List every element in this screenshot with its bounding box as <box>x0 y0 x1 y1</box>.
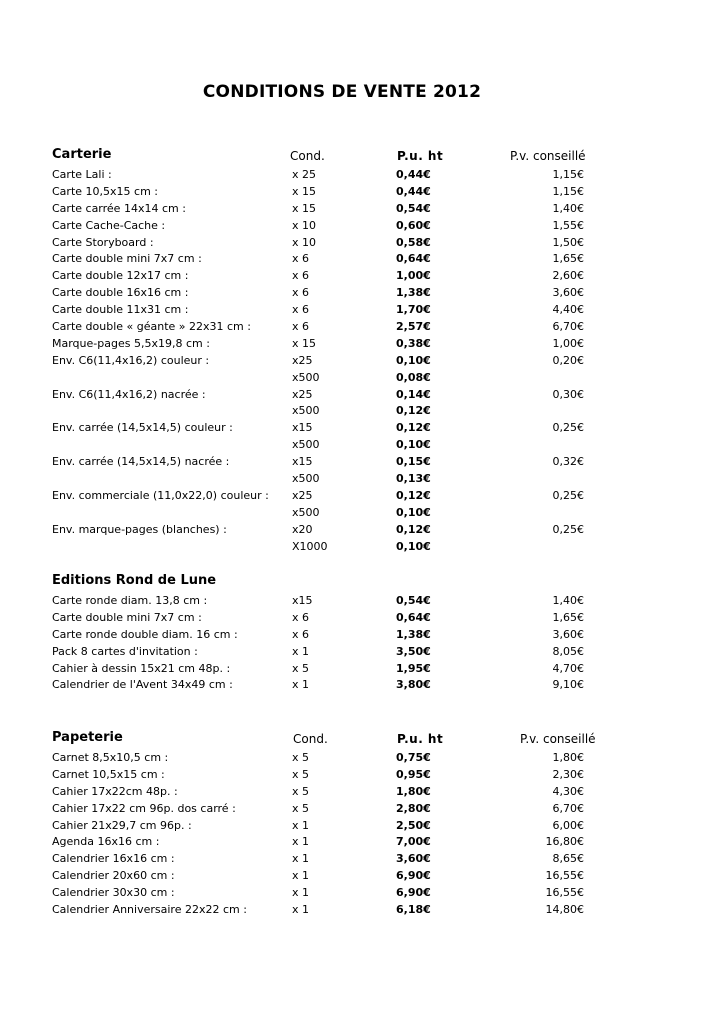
price-list <box>52 593 612 694</box>
unit-price: 7,00€ <box>396 835 431 849</box>
conditioning: x25 <box>292 387 313 401</box>
unit-price: 0,10€ <box>396 539 431 553</box>
retail-price: 3,60€ <box>552 627 584 641</box>
retail-price: 1,80€ <box>552 751 584 764</box>
product-name: Carte Cache-Cache : <box>52 218 166 232</box>
unit-price: 6,18€ <box>396 903 431 917</box>
section-papeterie <box>52 730 612 919</box>
retail-price: 2,30€ <box>552 767 584 781</box>
unit-price: 1,00€ <box>396 269 431 283</box>
table-row <box>52 336 612 353</box>
table-row <box>52 387 612 404</box>
retail-price: 14,80€ <box>545 903 584 917</box>
table-row <box>52 201 612 218</box>
conditioning: x 15 <box>292 201 317 215</box>
retail-price: 1,55€ <box>552 218 584 232</box>
product-name: Carte double « géante » 22x31 cm : <box>52 320 251 334</box>
product-name: Env. marque-pages (blanches) : <box>52 522 227 536</box>
table-row <box>52 801 612 818</box>
product-name: Cahier 17x22 cm 96p. dos carré : <box>52 801 236 815</box>
table-row <box>52 302 612 319</box>
table-row <box>52 851 612 868</box>
retail-price: 6,00€ <box>552 818 584 832</box>
product-name: Cahier 21x29,7 cm 96p. : <box>52 818 192 832</box>
table-row <box>52 437 612 454</box>
unit-price: 3,60€ <box>396 852 431 866</box>
conditioning: x 15 <box>292 184 317 198</box>
conditioning: x15 <box>292 455 313 469</box>
table-row <box>52 488 612 505</box>
unit-price: 1,95€ <box>396 661 431 675</box>
table-row <box>52 353 612 370</box>
conditioning: x 1 <box>292 835 310 849</box>
table-row <box>52 902 612 919</box>
conditioning: x25 <box>292 488 313 502</box>
product-name: Carte 10,5x15 cm : <box>52 184 158 198</box>
conditioning: x 5 <box>292 767 310 781</box>
conditioning: x500 <box>292 505 320 519</box>
product-name: Calendrier Anniversaire 22x22 cm : <box>52 903 247 917</box>
table-row <box>52 268 612 285</box>
column-header-pv: P.v. conseillé <box>520 732 596 746</box>
retail-price: 1,40€ <box>552 201 584 215</box>
section-title: Papeterie <box>52 730 123 745</box>
section-header <box>52 730 612 750</box>
product-name: Marque-pages 5,5x19,8 cm : <box>52 336 210 350</box>
conditioning: x 10 <box>292 235 317 249</box>
product-name: Carte double mini 7x7 cm : <box>52 610 202 624</box>
product-name: Carte carrée 14x14 cm : <box>52 201 186 215</box>
conditioning: x 5 <box>292 801 310 815</box>
retail-price: 4,40€ <box>552 303 584 317</box>
unit-price: 0,58€ <box>396 235 431 249</box>
unit-price: 3,80€ <box>396 678 431 692</box>
product-name: Carnet 10,5x15 cm : <box>52 767 165 781</box>
conditioning: x15 <box>292 594 313 607</box>
unit-price: 0,14€ <box>396 387 431 401</box>
unit-price: 0,54€ <box>396 201 431 215</box>
retail-price: 1,65€ <box>552 610 584 624</box>
conditioning: x 10 <box>292 218 317 232</box>
unit-price: 6,90€ <box>396 869 431 883</box>
conditioning: x 1 <box>292 678 310 692</box>
price-list <box>52 750 612 919</box>
product-name: Carnet 8,5x10,5 cm : <box>52 751 169 764</box>
conditioning: x500 <box>292 438 320 452</box>
conditioning: x 5 <box>292 751 310 764</box>
conditioning: x 5 <box>292 784 310 798</box>
table-row <box>52 420 612 437</box>
price-list <box>52 167 612 555</box>
table-row <box>52 644 612 661</box>
table-row <box>52 750 612 767</box>
unit-price: 0,10€ <box>396 505 431 519</box>
table-row <box>52 285 612 302</box>
conditioning: x20 <box>292 522 313 536</box>
table-row <box>52 184 612 201</box>
conditioning: x500 <box>292 472 320 486</box>
conditioning: x 6 <box>292 320 310 334</box>
retail-price: 0,25€ <box>552 522 584 536</box>
column-header-cond: Cond. <box>290 149 325 163</box>
conditioning: x 6 <box>292 303 310 317</box>
conditioning: x 5 <box>292 661 310 675</box>
conditioning: x 1 <box>292 886 310 900</box>
unit-price: 0,12€ <box>396 488 431 502</box>
conditioning: x15 <box>292 421 313 435</box>
conditioning: x 6 <box>292 252 310 266</box>
conditioning: x 6 <box>292 627 310 641</box>
section-header <box>52 147 612 167</box>
retail-price: 2,60€ <box>552 269 584 283</box>
table-row <box>52 218 612 235</box>
product-name: Cahier à dessin 15x21 cm 48p. : <box>52 661 231 675</box>
retail-price: 16,80€ <box>545 835 584 849</box>
product-name: Carte ronde diam. 13,8 cm : <box>52 594 208 607</box>
table-row <box>52 403 612 420</box>
table-row <box>52 627 612 644</box>
conditioning: x 25 <box>292 168 317 181</box>
retail-price: 8,65€ <box>552 852 584 866</box>
retail-price: 1,15€ <box>552 184 584 198</box>
unit-price: 0,95€ <box>396 767 431 781</box>
section-header <box>52 573 612 593</box>
retail-price: 9,10€ <box>552 678 584 692</box>
unit-price: 1,70€ <box>396 303 431 317</box>
retail-price: 4,70€ <box>552 661 584 675</box>
conditioning: x500 <box>292 404 320 418</box>
retail-price: 1,00€ <box>552 336 584 350</box>
table-row <box>52 370 612 387</box>
column-header-pv: P.v. conseillé <box>510 149 586 163</box>
unit-price: 0,08€ <box>396 370 431 384</box>
unit-price: 0,10€ <box>396 438 431 452</box>
product-name: Calendrier de l'Avent 34x49 cm : <box>52 678 233 692</box>
retail-price: 6,70€ <box>552 801 584 815</box>
product-name: Carte Lali : <box>52 168 112 181</box>
retail-price: 16,55€ <box>545 886 584 900</box>
table-row <box>52 767 612 784</box>
unit-price: 0,54€ <box>396 594 431 607</box>
section-title: Editions Rond de Lune <box>52 573 217 588</box>
product-name: Env. C6(11,4x16,2) couleur : <box>52 353 210 367</box>
retail-price: 6,70€ <box>552 320 584 334</box>
unit-price: 0,13€ <box>396 472 431 486</box>
unit-price: 0,38€ <box>396 336 431 350</box>
product-name: Cahier 17x22cm 48p. : <box>52 784 178 798</box>
unit-price: 1,80€ <box>396 784 431 798</box>
conditioning: x500 <box>292 370 320 384</box>
conditioning: x 6 <box>292 269 310 283</box>
table-row <box>52 868 612 885</box>
unit-price: 2,80€ <box>396 801 431 815</box>
table-row <box>52 661 612 678</box>
unit-price: 6,90€ <box>396 886 431 900</box>
product-name: Pack 8 cartes d'invitation : <box>52 644 198 658</box>
retail-price: 1,40€ <box>552 594 584 607</box>
table-row <box>52 522 612 539</box>
table-row <box>52 677 612 694</box>
column-header-pu: P.u. ht <box>397 732 444 746</box>
product-name: Calendrier 30x30 cm : <box>52 886 175 900</box>
section-editions-rond-de-lune <box>52 573 612 694</box>
retail-price: 0,30€ <box>552 387 584 401</box>
conditioning: x 1 <box>292 818 310 832</box>
table-row <box>52 235 612 252</box>
product-name: Carte double mini 7x7 cm : <box>52 252 202 266</box>
product-name: Env. commerciale (11,0x22,0) couleur : <box>52 488 269 502</box>
retail-price: 8,05€ <box>552 644 584 658</box>
product-name: Carte double 12x17 cm : <box>52 269 189 283</box>
unit-price: 0,10€ <box>396 353 431 367</box>
unit-price: 0,12€ <box>396 421 431 435</box>
section-title: Carterie <box>52 147 112 162</box>
product-name: Carte Storyboard : <box>52 235 154 249</box>
unit-price: 0,44€ <box>396 184 431 198</box>
unit-price: 0,15€ <box>396 455 431 469</box>
table-row <box>52 834 612 851</box>
table-row <box>52 319 612 336</box>
retail-price: 0,20€ <box>552 353 584 367</box>
product-name: Agenda 16x16 cm : <box>52 835 160 849</box>
retail-price: 16,55€ <box>545 869 584 883</box>
conditioning: x 1 <box>292 852 310 866</box>
table-row <box>52 167 612 184</box>
product-name: Carte ronde double diam. 16 cm : <box>52 627 238 641</box>
unit-price: 0,44€ <box>396 168 431 181</box>
unit-price: 0,60€ <box>396 218 431 232</box>
retail-price: 0,32€ <box>552 455 584 469</box>
table-row <box>52 818 612 835</box>
conditioning: x 6 <box>292 286 310 300</box>
unit-price: 2,50€ <box>396 818 431 832</box>
product-name: Calendrier 20x60 cm : <box>52 869 175 883</box>
column-header-pu: P.u. ht <box>397 149 444 163</box>
conditioning: x 1 <box>292 869 310 883</box>
unit-price: 0,64€ <box>396 252 431 266</box>
retail-price: 1,65€ <box>552 252 584 266</box>
table-row <box>52 610 612 627</box>
conditioning: x 1 <box>292 903 310 917</box>
product-name: Carte double 11x31 cm : <box>52 303 189 317</box>
retail-price: 4,30€ <box>552 784 584 798</box>
table-row <box>52 593 612 610</box>
retail-price: 3,60€ <box>552 286 584 300</box>
retail-price: 1,50€ <box>552 235 584 249</box>
product-name: Env. C6(11,4x16,2) nacrée : <box>52 387 206 401</box>
product-name: Calendrier 16x16 cm : <box>52 852 175 866</box>
retail-price: 1,15€ <box>552 168 584 181</box>
conditioning: X1000 <box>292 539 328 553</box>
conditioning: x25 <box>292 353 313 367</box>
table-row <box>52 505 612 522</box>
table-row <box>52 784 612 801</box>
table-row <box>52 885 612 902</box>
unit-price: 0,12€ <box>396 404 431 418</box>
table-row <box>52 251 612 268</box>
unit-price: 1,38€ <box>396 627 431 641</box>
retail-price: 0,25€ <box>552 488 584 502</box>
unit-price: 1,38€ <box>396 286 431 300</box>
retail-price: 0,25€ <box>552 421 584 435</box>
section-carterie <box>52 147 612 555</box>
table-row <box>52 539 612 556</box>
unit-price: 0,64€ <box>396 610 431 624</box>
conditioning: x 1 <box>292 644 310 658</box>
product-name: Env. carrée (14,5x14,5) couleur : <box>52 421 233 435</box>
unit-price: 3,50€ <box>396 644 431 658</box>
page-title: CONDITIONS DE VENTE 2012 <box>202 82 482 102</box>
unit-price: 0,12€ <box>396 522 431 536</box>
unit-price: 0,75€ <box>396 751 431 764</box>
column-header-cond: Cond. <box>293 732 328 746</box>
conditioning: x 15 <box>292 336 317 350</box>
table-row <box>52 454 612 471</box>
product-name: Carte double 16x16 cm : <box>52 286 189 300</box>
conditioning: x 6 <box>292 610 310 624</box>
unit-price: 2,57€ <box>396 320 431 334</box>
product-name: Env. carrée (14,5x14,5) nacrée : <box>52 455 230 469</box>
table-row <box>52 471 612 488</box>
